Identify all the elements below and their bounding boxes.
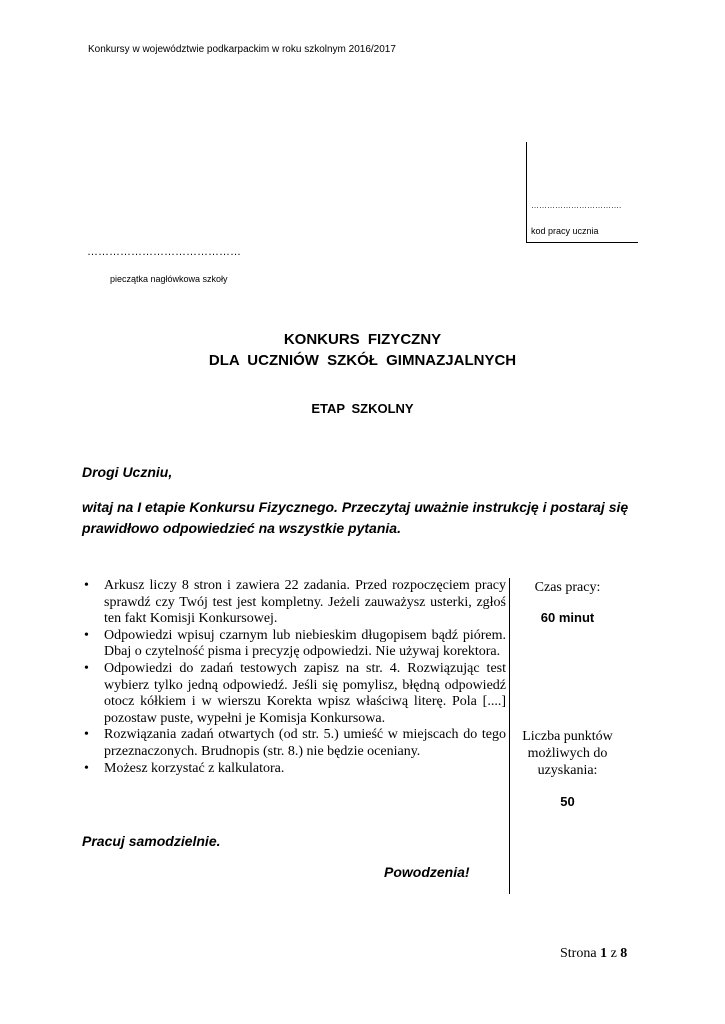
school-stamp-field[interactable]: …………………………………… (87, 246, 241, 258)
page-number (560, 946, 627, 962)
code-box-vertical-line (526, 142, 527, 243)
list-item (82, 628, 506, 661)
code-box-horizontal-line (526, 242, 638, 243)
list-item (82, 661, 506, 727)
instruction-text: Możesz korzystać z kalkulatora. (104, 760, 285, 776)
contest-stage: ETAP SZKOLNY (311, 401, 414, 416)
page-prefix: Strona (560, 946, 601, 961)
points-label: Liczba punktów możliwych do uzyskania: (522, 729, 613, 778)
bullet-icon: • (84, 760, 89, 776)
contest-subtitle: DLA UCZNIÓW SZKÓŁ GIMNAZJALNYCH (208, 352, 517, 369)
page-total: 8 (620, 946, 628, 961)
greeting: Drogi Uczniu, (82, 464, 173, 480)
good-luck-note: Powodzenia! (384, 864, 470, 880)
contest-title: KONKURS FIZYCZNY (283, 331, 442, 348)
student-code-label: kod pracy ucznia (531, 226, 599, 236)
contest-header-note: Konkursy w województwie podkarpackim w roku szkolnym 2016/2017 (88, 44, 396, 55)
list-item (82, 727, 506, 760)
student-code-field[interactable]: ……………………………. (531, 201, 622, 210)
time-value: 60 minut (540, 610, 595, 625)
instructions-list (82, 578, 506, 777)
bullet-icon: • (84, 660, 89, 676)
work-alone-note: Pracuj samodzielnie. (82, 833, 221, 849)
instruction-text: Odpowiedzi wpisuj czarnym lub niebieskim długopisem bądź piórem. Dbaj o czytelność pisma i precyzję odpowiedzi. Nie używaj korektora. (104, 627, 506, 660)
school-stamp-label: pieczątka nagłówkowa szkoły (110, 274, 228, 284)
list-item (82, 578, 506, 628)
page-current: 1 (600, 946, 608, 961)
instruction-text: Odpowiedzi do zadań testowych zapisz na str. 4. Rozwiązując test wybierz tylko jedną odpowiedź. Jeśli się pomylisz, błędną odpowiedź otocz kółkiem i w wierszu Korekta wpisz właściwą literę. Pola [....] pozostaw puste, wypełni je Komisja Konkursowa. (104, 660, 506, 726)
list-item (82, 761, 506, 778)
time-label: Czas pracy: (534, 580, 601, 595)
bullet-icon: • (84, 727, 89, 743)
bullet-icon: • (84, 578, 89, 593)
page-sep: z (607, 946, 621, 961)
points-value: 50 (560, 794, 575, 809)
instruction-text: Arkusz liczy 8 stron i zawiera 22 zadania. Przed rozpoczęciem pracy sprawdź czy Twój test jest kompletny. Jeżeli zauważysz usterki, zgłoś ten fakt Komisji Konkursowej. (104, 578, 506, 627)
instruction-text: Rozwiązania zadań otwartych (od str. 5.) umieść w miejscach do tego przeznaczonych. Brudnopis (str. 8.) nie będzie oceniany. (104, 727, 506, 759)
intro-text: witaj na I etapie Konkursu Fizycznego. Przeczytaj uważnie instrukcję i postaraj się prawidłowo odpowiedzieć na wszystkie pytania. (82, 499, 629, 536)
bullet-icon: • (84, 627, 89, 643)
